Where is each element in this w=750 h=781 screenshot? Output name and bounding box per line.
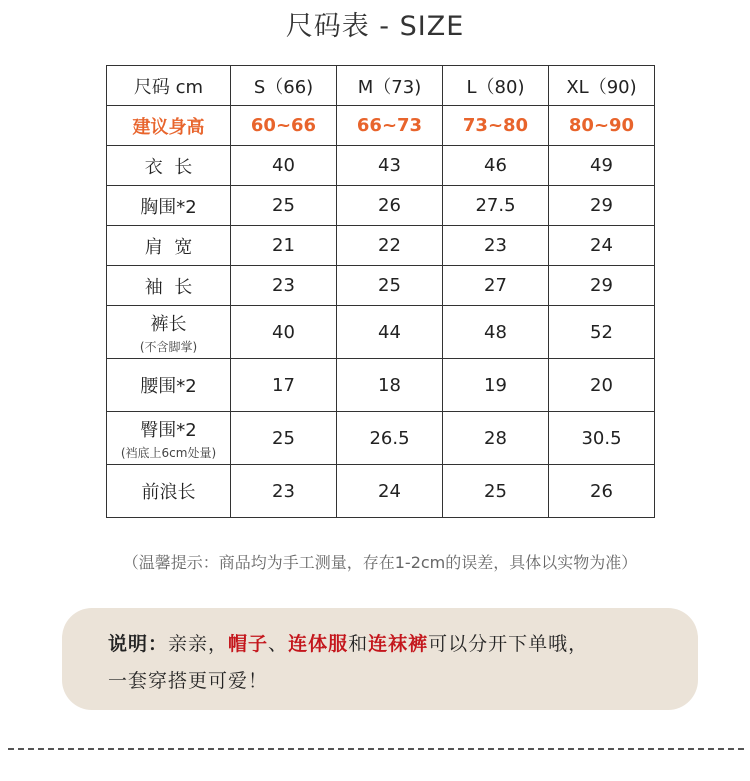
table-row	[107, 226, 655, 266]
row-label-cell	[107, 412, 231, 465]
dashed-divider	[8, 748, 744, 750]
table-cell: 40	[231, 146, 337, 186]
explanation-separator: 、	[268, 633, 289, 655]
table-cell: 46	[443, 146, 549, 186]
size-chart-table	[106, 65, 655, 518]
row-label: 肩 宽	[107, 226, 231, 266]
table-cell: 24	[337, 465, 443, 518]
table-cell: 25	[231, 412, 337, 465]
table-cell: 18	[337, 359, 443, 412]
table-cell: 44	[337, 306, 443, 359]
table-cell: 80~90	[549, 106, 655, 146]
row-label: 腰围*2	[107, 359, 231, 412]
table-row	[107, 412, 655, 465]
table-cell: 19	[443, 359, 549, 412]
table-cell: 49	[549, 146, 655, 186]
row-label: 建议身高	[107, 106, 231, 146]
table-cell: 29	[549, 266, 655, 306]
table-row	[107, 146, 655, 186]
table-cell: 29	[549, 186, 655, 226]
explanation-text-2: 可以分开下单哦，	[428, 633, 589, 655]
table-cell: 20	[549, 359, 655, 412]
row-label: 袖 长	[107, 266, 231, 306]
row-label: 裤长	[150, 313, 187, 335]
table-row	[107, 306, 655, 359]
header-cell: S（66)	[231, 66, 337, 106]
table-row	[107, 465, 655, 518]
highlight-hat: 帽子	[228, 633, 269, 655]
header-cell: 尺码 cm	[107, 66, 231, 106]
table-header-row	[107, 66, 655, 106]
row-label: 臀围*2	[140, 419, 197, 441]
table-cell: 43	[337, 146, 443, 186]
table-cell: 48	[443, 306, 549, 359]
highlight-tights: 连袜裤	[368, 633, 429, 655]
table-cell: 26	[549, 465, 655, 518]
table-cell: 22	[337, 226, 443, 266]
table-cell: 21	[231, 226, 337, 266]
table-cell: 52	[549, 306, 655, 359]
explanation-and: 和	[348, 633, 369, 655]
row-sublabel: (裆底上6cm处量)	[120, 445, 217, 460]
table-cell: 27	[443, 266, 549, 306]
table-cell: 25	[337, 266, 443, 306]
table-row	[107, 186, 655, 226]
row-label: 前浪长	[107, 465, 231, 518]
table-cell: 26	[337, 186, 443, 226]
header-cell: XL（90)	[549, 66, 655, 106]
table-cell: 23	[231, 266, 337, 306]
table-cell: 60~66	[231, 106, 337, 146]
explanation-text: 亲亲，	[168, 633, 229, 655]
header-cell: M（73)	[337, 66, 443, 106]
page-title: 尺码表 - SIZE	[285, 11, 465, 42]
explanation-line-2: 一套穿搭更可爱！	[108, 670, 269, 692]
table-cell: 25	[443, 465, 549, 518]
explanation-box	[62, 608, 698, 710]
header-cell: L（80)	[443, 66, 549, 106]
row-label-cell	[107, 306, 231, 359]
table-row	[107, 266, 655, 306]
row-label: 衣 长	[107, 146, 231, 186]
measurement-note: （温馨提示：商品均为手工测量，存在1-2cm的误差，具体以实物为准）	[122, 553, 638, 572]
table-cell: 28	[443, 412, 549, 465]
table-cell: 40	[231, 306, 337, 359]
table-cell: 26.5	[337, 412, 443, 465]
row-label: 胸围*2	[107, 186, 231, 226]
table-cell: 25	[231, 186, 337, 226]
table-cell: 66~73	[337, 106, 443, 146]
table-cell: 73~80	[443, 106, 549, 146]
table-row	[107, 106, 655, 146]
table-cell: 17	[231, 359, 337, 412]
row-sublabel: (不含脚掌)	[139, 339, 198, 354]
highlight-onesie: 连体服	[288, 633, 349, 655]
table-cell: 23	[443, 226, 549, 266]
table-cell: 27.5	[443, 186, 549, 226]
table-cell: 23	[231, 465, 337, 518]
table-row	[107, 359, 655, 412]
explanation-lead: 说明：	[108, 633, 169, 655]
explanation-line-1	[108, 629, 588, 656]
table-cell: 24	[549, 226, 655, 266]
table-cell: 30.5	[549, 412, 655, 465]
